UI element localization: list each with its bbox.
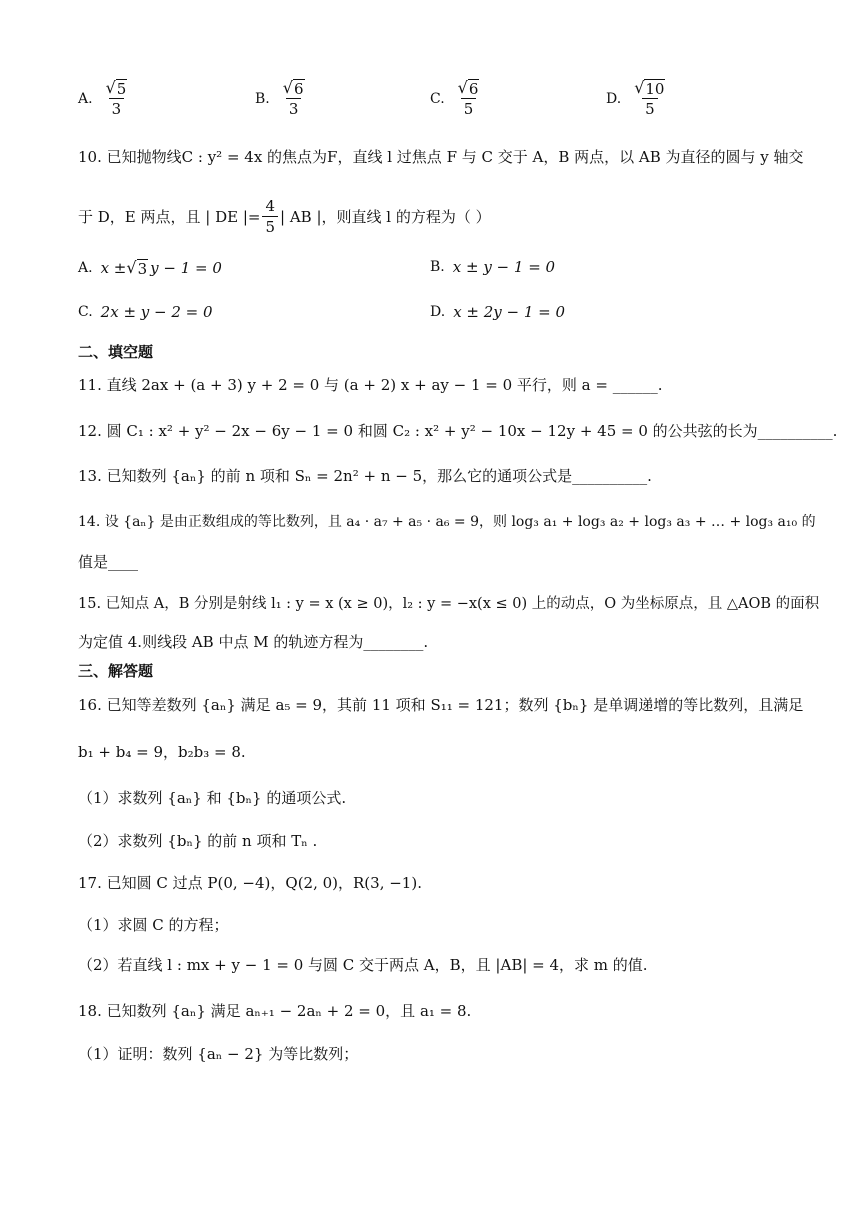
q18-line1: 18. 已知数列 {aₙ} 满足 aₙ₊₁ − 2aₙ + 2 = 0，且 a₁ = 8.: [78, 1002, 472, 1020]
q10-text-post: | AB |，则直线 l 的方程为（ ）: [280, 207, 491, 226]
radicand: 6: [293, 80, 304, 98]
q9-option-a: [78, 78, 132, 119]
option-label: C.: [78, 304, 93, 320]
denominator: 3: [109, 98, 125, 119]
fraction: √ 6 5: [457, 78, 479, 118]
fraction: [262, 196, 278, 237]
numerator: 4: [265, 197, 276, 215]
fraction: √ 6 3: [282, 78, 304, 118]
q10-text-pre: 于 D，E 两点，且 | DE |=: [78, 207, 261, 226]
option-label: C.: [430, 90, 445, 107]
q17-part2: （2）若直线 l : mx + y − 1 = 0 与圆 C 交于两点 A，B，且 |AB| = 4，求 m 的值.: [78, 956, 648, 974]
q9-option-d: [606, 78, 670, 119]
q16-part1: （1）求数列 {aₙ} 和 {bₙ} 的通项公式.: [78, 789, 347, 807]
option-label: B.: [430, 259, 445, 275]
option-label: A.: [78, 260, 93, 276]
section-heading-fill-in: 二、填空题: [78, 343, 154, 361]
denominator: 5: [461, 98, 477, 119]
q17-line1: 17. 已知圆 C 过点 P(0, −4)，Q(2, 0)，R(3, −1).: [78, 874, 422, 892]
q16-line2: b₁ + b₄ = 9，b₂b₃ = 8.: [78, 743, 246, 761]
sqrt: √ 3: [126, 258, 148, 278]
q12: 12. 圆 C₁ : x² + y² − 2x − 6y − 1 = 0 和圆 C₂ : x² + y² − 10x − 12y + 45 = 0 的公共弦的长为__________.: [78, 422, 838, 440]
q10-option-d: [430, 303, 565, 321]
denominator: 5: [642, 98, 658, 119]
option-text: x ± 2y − 1 = 0: [453, 303, 566, 321]
option-label: D.: [606, 90, 622, 107]
option-label: A.: [78, 90, 93, 107]
section-heading-solutions: 三、解答题: [78, 662, 154, 680]
q16-part2: （2）求数列 {bₙ} 的前 n 项和 Tₙ .: [78, 832, 318, 850]
q10-option-b: [430, 258, 555, 276]
fraction: √ 10 5: [634, 78, 665, 118]
denominator: 3: [286, 98, 302, 119]
option-text: y − 1 = 0: [150, 259, 222, 277]
q10-option-a: [78, 258, 222, 278]
q13: 13. 已知数列 {aₙ} 的前 n 项和 Sₙ = 2n² + n − 5，那么它的通项公式是__________.: [78, 467, 652, 485]
q14-line2: 值是____: [78, 553, 139, 571]
q10-stem-line1: 10. 已知抛物线C : y² = 4x 的焦点为F，直线 l 过焦点 F 与 C 交于 A，B 两点，以 AB 为直径的圆与 y 轴交: [78, 148, 804, 166]
radicand: 3: [137, 260, 148, 278]
q16-line1: 16. 已知等差数列 {aₙ} 满足 a₅ = 9，其前 11 项和 S₁₁ = 121；数列 {bₙ} 是单调递增的等比数列，且满足: [78, 696, 804, 714]
q9-option-c: [430, 78, 484, 119]
option-label: D.: [430, 304, 446, 320]
q10-option-c: [78, 303, 213, 321]
q17-part1: （1）求圆 C 的方程；: [78, 916, 229, 934]
option-text: x ±: [100, 259, 127, 277]
q10-stem-line2: [78, 196, 491, 237]
q18-part1: （1）证明：数列 {aₙ − 2} 为等比数列；: [78, 1045, 359, 1063]
q9-option-b: [255, 78, 310, 119]
option-label: B.: [255, 90, 270, 107]
radicand: 6: [468, 80, 479, 98]
q15-line1: 15. 已知点 A，B 分别是射线 l₁ : y = x (x ≥ 0)，l₂ : y = −x(x ≤ 0) 上的动点，O 为坐标原点，且 △AOB 的面积: [78, 596, 820, 612]
q15-line2: 为定值 4.则线段 AB 中点 M 的轨迹方程为________.: [78, 633, 429, 651]
q11: 11. 直线 2ax + (a + 3) y + 2 = 0 与 (a + 2) x + ay − 1 = 0 平行，则 a = ______.: [78, 376, 663, 394]
option-text: x ± y − 1 = 0: [452, 258, 556, 276]
q14-line1: 14. 设 {aₙ} 是由正数组成的等比数列，且 a₄ · a₇ + a₅ · a₆ = 9，则 log₃ a₁ + log₃ a₂ + log₃ a₃ + … + log₃ a₁₀ 的: [78, 514, 816, 530]
fraction: √ 5 3: [105, 78, 127, 118]
radicand: 10: [645, 80, 665, 98]
option-text: 2x ± y − 2 = 0: [100, 303, 213, 321]
radicand: 5: [116, 80, 127, 98]
denominator: 5: [262, 216, 278, 237]
